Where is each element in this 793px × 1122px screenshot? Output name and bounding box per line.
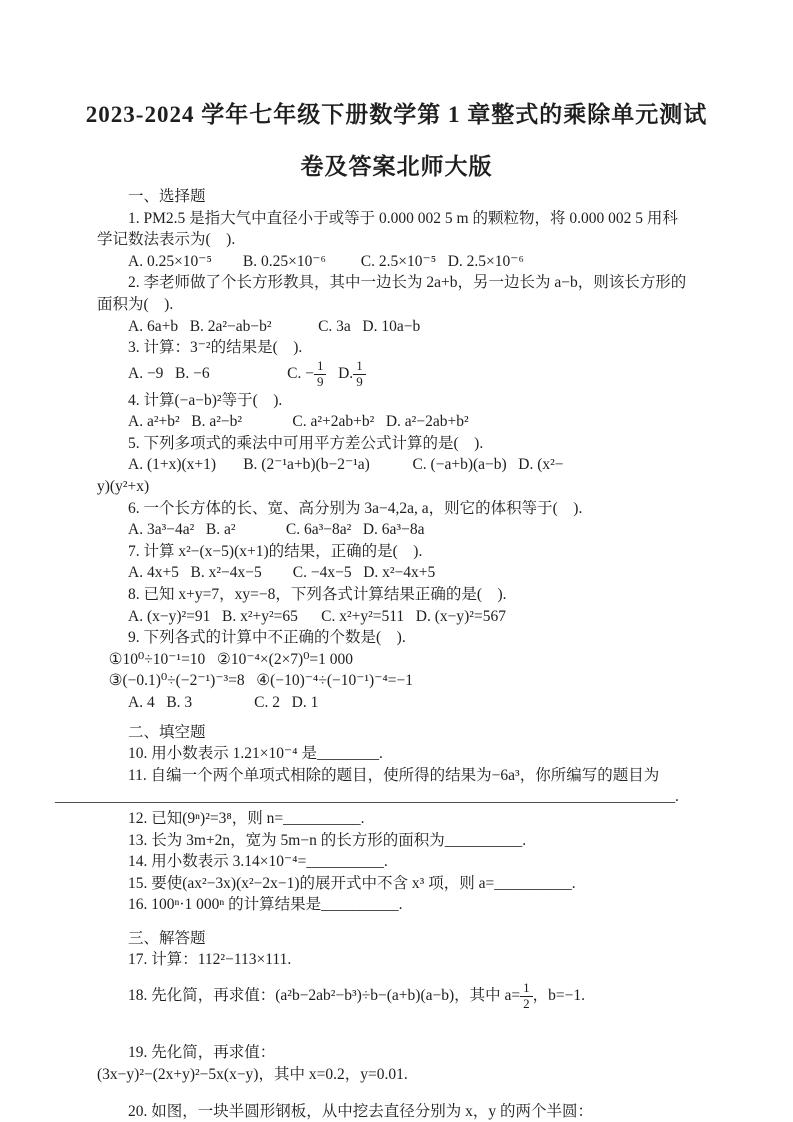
q11-text-line1: 11. 自编一个两个单项式相除的题目，使所得的结果为−6a³，你所编写的题目为 [128, 766, 660, 784]
q5-options-line2: y)(y²+x) [97, 478, 150, 495]
q2-options: A. 6a+b B. 2a²−ab−b² C. 3a D. 10a−b [128, 317, 421, 335]
q12-text: 12. 已知(9ⁿ)²=3⁸，则 n=__________. [128, 809, 365, 827]
q17-text: 17. 计算：112²−113×111. [128, 951, 292, 969]
fraction-one-ninth-d [353, 359, 366, 390]
q13-text: 13. 长为 3m+2n，宽为 5m−n 的长方形的面积为__________. [128, 831, 527, 849]
q1-text-line1: 1. PM2.5 是指大气中直径小于或等于 0.000 002 5 m 的颗粒物，将 0.000 002 5 用科 [128, 209, 678, 227]
q19-text-line1: 19. 先化简，再求值： [128, 1043, 276, 1061]
q7-text-line1: 7. 计算 x²−(x−5)(x+1)的结果，正确的是( ). [128, 542, 423, 560]
q14-text: 14. 用小数表示 3.14×10⁻⁴=__________. [128, 853, 388, 871]
q9-items-line1: ①10⁰÷10⁻¹=10 ②10⁻⁴×(2×7)⁰=1 000 [108, 650, 354, 668]
q4-options: A. a²+b² B. a²−b² C. a²+2ab+b² D. a²−2ab+b² [128, 413, 469, 431]
q1-options: A. 0.25×10⁻⁵ B. 0.25×10⁻⁶ C. 2.5×10⁻⁵ D. 2.5×10⁻⁶ [128, 252, 524, 270]
q10-text: 10. 用小数表示 1.21×10⁻⁴ 是________. [128, 745, 383, 763]
fraction-numerator: 1 [353, 359, 366, 375]
title-line-2: 卷及答案北师大版 [300, 154, 493, 179]
q1-text-line2: 学记数法表示为( ). [97, 231, 236, 249]
fraction-denominator: 2 [523, 996, 530, 1011]
q4-text-line1: 4. 计算(−a−b)²等于( ). [128, 391, 283, 409]
q19-text-line2: (3x−y)²−(2x+y)²−5x(x−y)，其中 x=0.2，y=0.01. [97, 1065, 408, 1083]
fraction-denominator: 9 [356, 373, 363, 389]
title-line-1: 2023-2024 学年七年级下册数学第 1 章整式的乘除单元测试 [85, 102, 708, 127]
fraction-numerator: 1 [314, 359, 327, 375]
q7-options: A. 4x+5 B. x²−4x−5 C. −4x−5 D. x²−4x+5 [128, 564, 436, 582]
fraction-one-ninth-c [314, 359, 327, 390]
choice-section-heading: 一、选择题 [128, 188, 206, 205]
q2-text-line1: 2. 李老师做了个长方形教具，其中一边长为 2a+b，另一边长为 a−b，则该长方形的 [128, 274, 687, 292]
q15-text: 15. 要使(ax²−3x)(x²−2x−1)的展开式中不含 x³ 项，则 a=__________. [128, 874, 576, 892]
fill-section-heading: 二、填空题 [128, 723, 206, 741]
q18-expression: 18. 先化简，再求值：(a²b−2ab²−b³)÷b−(a+b)(a−b)，其中 a= [128, 987, 521, 1005]
q11-blank-line: ________________________________________________________________________________. [55, 788, 679, 806]
q3-options-mid: D. [326, 364, 354, 382]
q8-options: A. (x−y)²=91 B. x²+y²=65 C. x²+y²=511 D. (x−y)²=567 [128, 607, 506, 625]
document-title [0, 0, 793, 181]
q3-options [97, 359, 698, 390]
q8-text-line1: 8. 已知 x+y=7，xy=−8，下列各式计算结果正确的是( ). [128, 585, 507, 603]
q5-options-line1: A. (1+x)(x+1) B. (2⁻¹a+b)(b−2⁻¹a) C. (−a+b)(a−b) D. (x²− [128, 456, 564, 474]
fraction-denominator: 9 [316, 373, 324, 389]
q20-text: 20. 如图，一块半圆形钢板，从中挖去直径分别为 x，y 的两个半圆： [128, 1103, 594, 1121]
q6-text-line1: 6. 一个长方体的长、宽、高分别为 3a−4,2a, a，则它的体积等于( ). [128, 499, 583, 517]
q18-text [97, 981, 698, 1012]
q16-text: 16. 100ⁿ·1 000ⁿ 的计算结果是__________. [128, 896, 403, 914]
q2-text-line2: 面积为( ). [97, 295, 174, 313]
fraction-one-half [520, 981, 533, 1012]
q5-text-line1: 5. 下列多项式的乘法中可用平方差公式计算的是( ). [128, 434, 484, 452]
q3-options-prefix: A. −9 B. −6 C. − [128, 364, 314, 382]
q9-options: A. 4 B. 3 C. 2 D. 1 [128, 693, 319, 711]
document-body [55, 186, 698, 1122]
q9-text-line1: 9. 下列各式的计算中不正确的个数是( ). [128, 629, 406, 647]
q18-condition: ，b=−1. [532, 987, 585, 1005]
q9-items-line2: ③(−0.1)⁰÷(−2⁻¹)⁻³=8 ④(−10)⁻⁴÷(−10⁻¹)⁻⁴=−1 [108, 672, 414, 690]
fraction-numerator: 1 [520, 981, 533, 997]
q3-text-line1: 3. 计算：3⁻²的结果是( ). [128, 339, 303, 357]
solve-section-heading: 三、解答题 [128, 929, 206, 947]
q6-options: A. 3a³−4a² B. a² C. 6a³−8a² D. 6a³−8a [128, 521, 425, 539]
